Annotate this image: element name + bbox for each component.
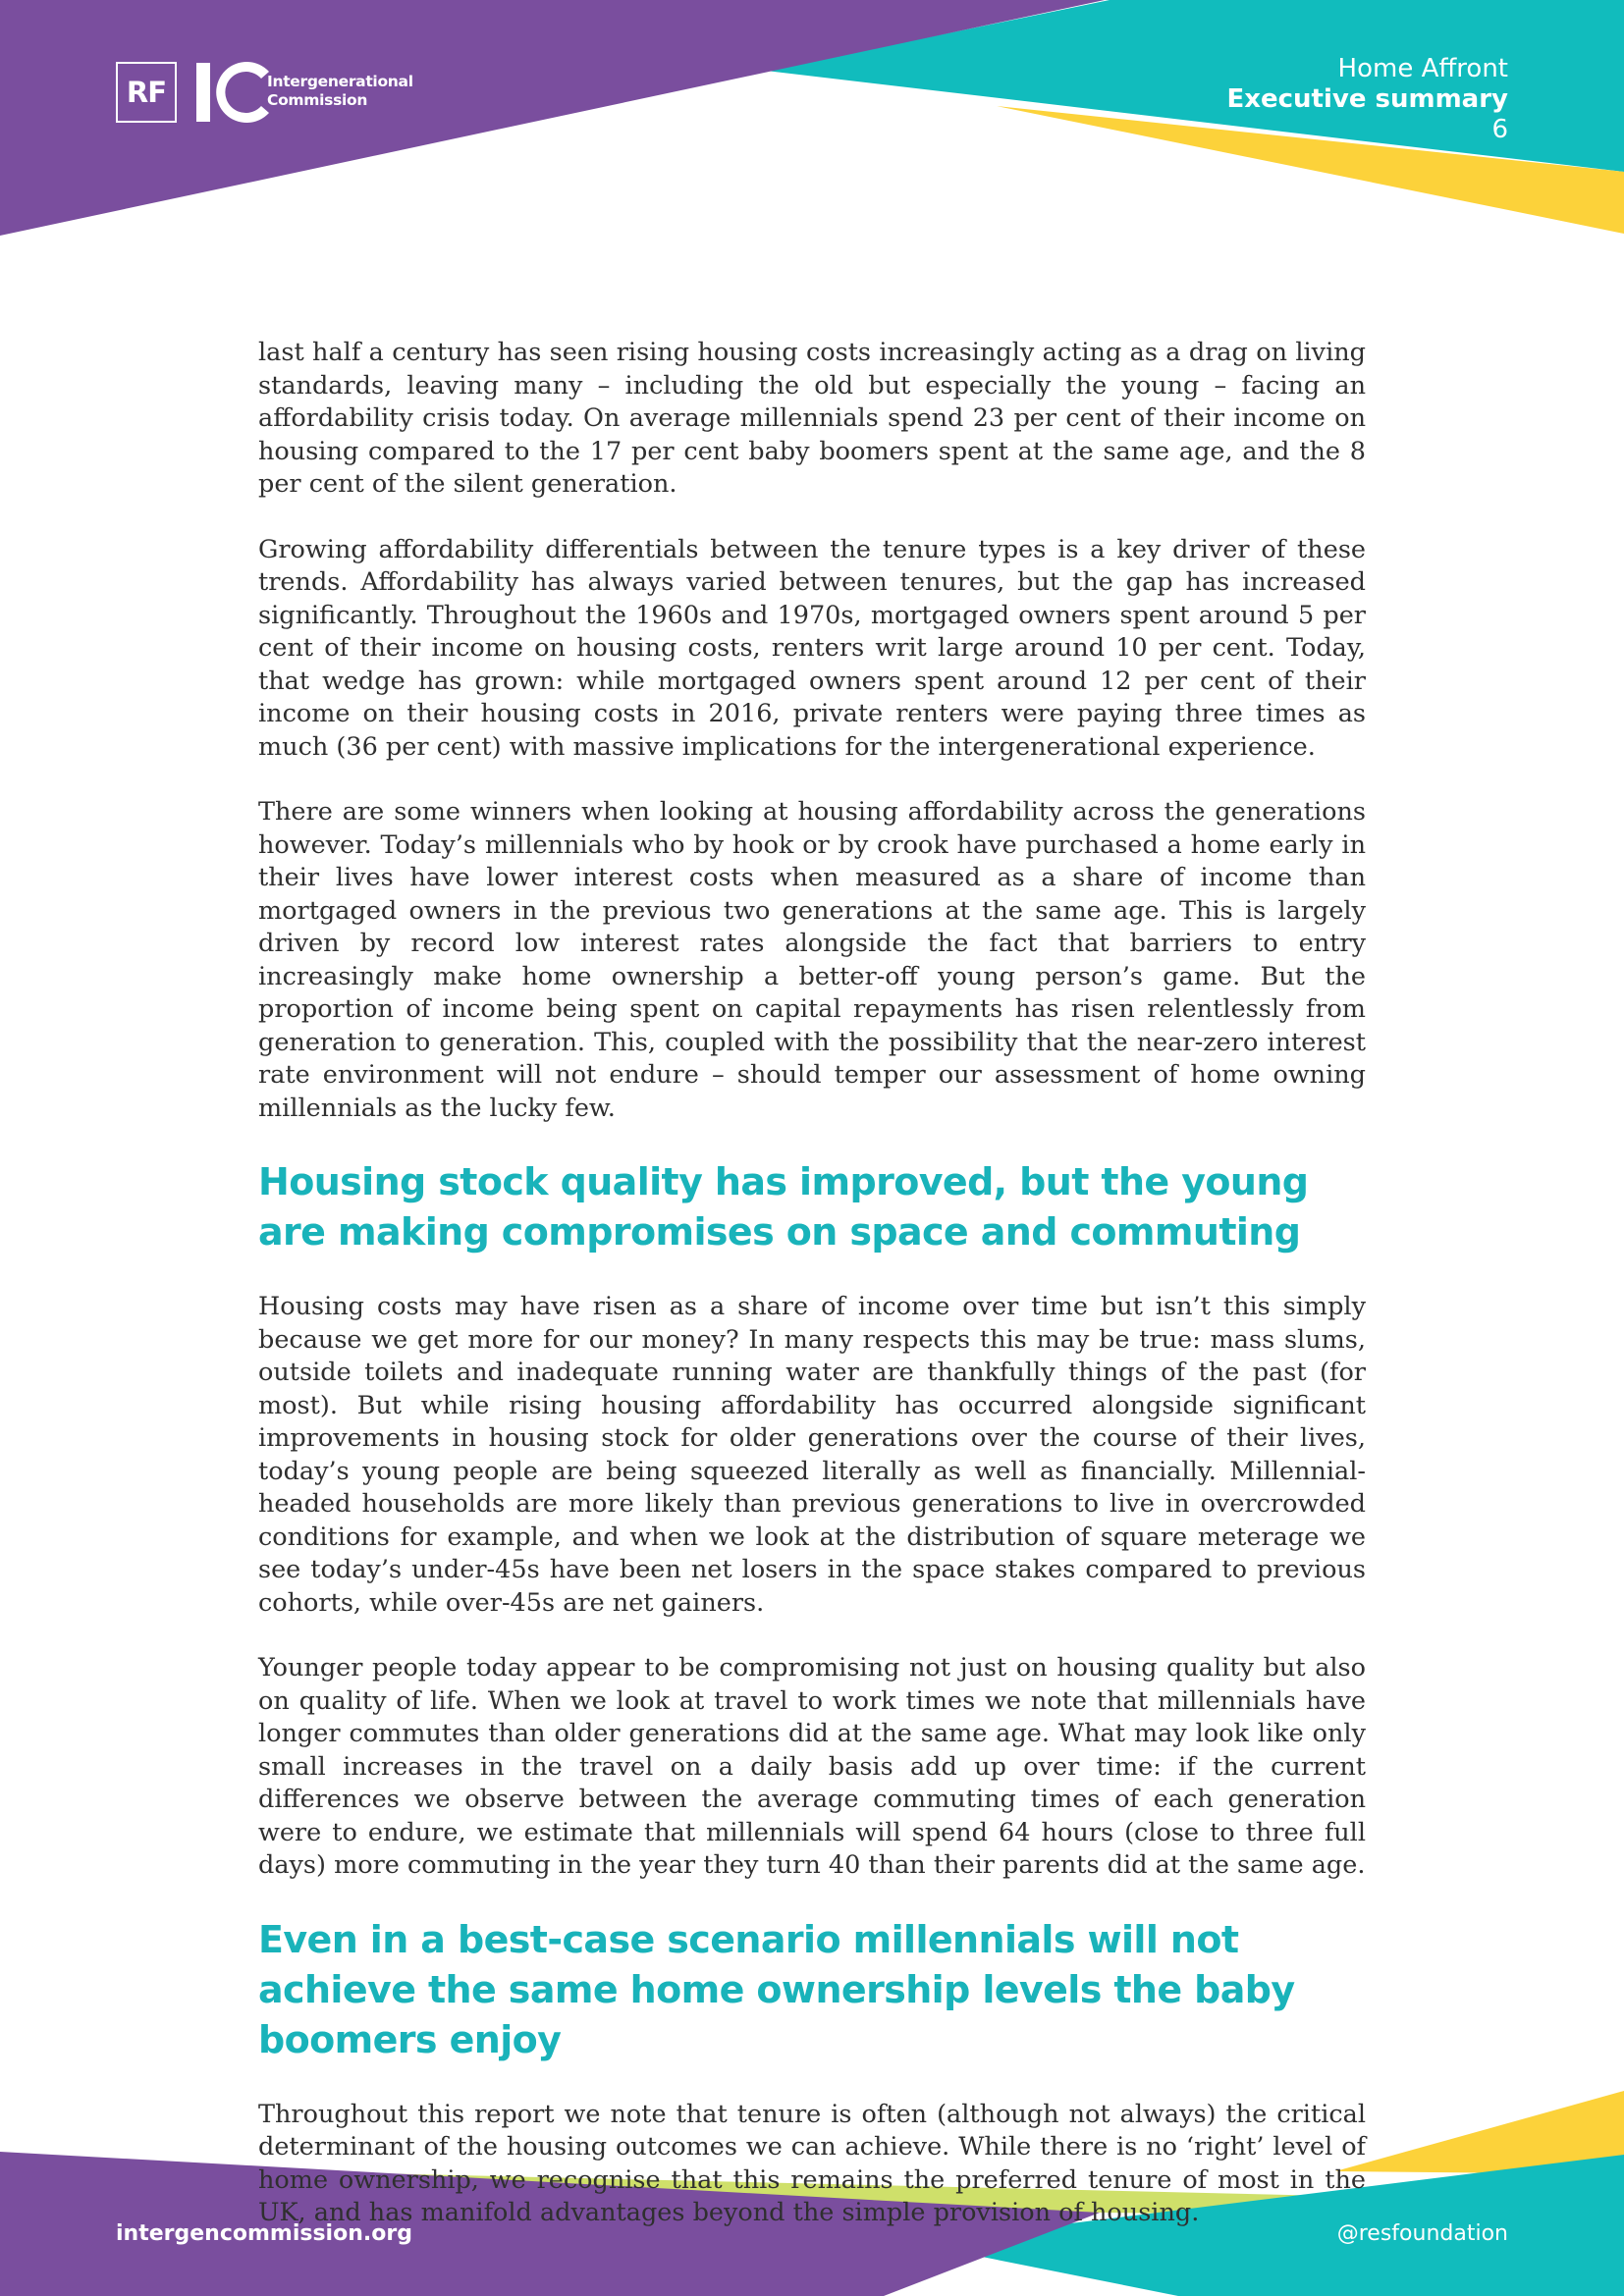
page-number: 6	[1491, 115, 1508, 144]
paragraph: There are some winners when looking at housing affordability across the generations however. Today’s millennials who by hook or by crook have purchased a home early in their lives have lower interest costs when measured as a share of income than mortgaged owners in the previous two generations at the same age. This is largely driven by record low interest rates alongside the fact that barriers to entry increasingly make home ownership a better-off young person’s game. But the proportion of income being spent on capital repayments has risen relentlessly from generation to generation. This, coupled with the possibility that the near-zero interest rate environment will not endure – should temper our assessment of home owning millennials as the lucky few.	[258, 797, 1366, 1123]
section-heading-housing-stock: Housing stock quality has improved, but the young are making compromises on space and commuting	[258, 1160, 1309, 1254]
ic-logo-icon	[192, 60, 275, 125]
section-title: Executive summary	[1226, 84, 1508, 114]
paragraph: Younger people today appear to be compromising not just on housing quality but also on quality of life. When we look at travel to work times we note that millennials have longer commutes than older generations did at the same age. What may look like only small increases in the travel on a daily basis add up over time: if the current differences we observe between the average commuting times of each generation were to endure, we estimate that millennials will spend 64 hours (close to three full days) more commuting in the year they turn 40 than their parents did at the same age.	[258, 1653, 1366, 1880]
commission-line-2: Commission	[267, 91, 368, 109]
body-content	[258, 337, 1366, 2263]
paragraph: Housing costs may have risen as a share of income over time but isn’t this simply because we get more for our money? In many respects this may be true: mass slums, outside toilets and inadequate running water are thankfully things of the past (for most). But while rising housing affordability has occurred alongside significant improvements in housing stock for older generations over the course of their lives, today’s young people are being squeezed literally as well as financially. Millennial-headed households are more likely than previous generations to live in overcrowded conditions for example, and when we look at the distribution of square meterage we see today’s under-45s have been net losers in the space stakes compared to previous cohorts, while over-45s are net gainers.	[258, 1292, 1366, 1618]
footer-twitter-handle[interactable]: @resfoundation	[1336, 2221, 1508, 2246]
paragraph: last half a century has seen rising housing costs increasingly acting as a drag on living standards, leaving many – including the old but especially the young – facing an affordability crisis today. On average millennials spend 23 per cent of their income on housing compared to the 17 per cent baby boomers spent at the same age, and the 8 per cent of the silent generation.	[258, 338, 1366, 499]
intergenerational-commission-logo	[192, 60, 418, 125]
footer-website-link[interactable]: intergencommission.org	[116, 2221, 412, 2246]
paragraph: Throughout this report we note that tenure is often (although not always) the critical determinant of the housing outcomes we can achieve. While there is no ‘right’ level of home ownership, we recognise that this remains the preferred tenure of most in the UK, and has manifold advantages beyond the simple provision of housing.	[258, 2099, 1366, 2227]
commission-line-1: Intergenerational	[267, 73, 413, 90]
document-title: Home Affront	[1337, 54, 1508, 83]
paragraph: Growing affordability differentials between the tenure types is a key driver of these trends. Affordability has always varied between tenures, but the gap has increased significantly. Throughout the 1960s and 1970s, mortgaged owners spent around 5 per cent of their income on housing costs, renters writ large around 10 per cent. Today, that wedge has grown: while mortgaged owners spent around 12 per cent of their income on their housing costs in 2016, private renters were paying three times as much (36 per cent) with massive implications for the intergenerational experience.	[258, 534, 1366, 762]
header-document-info	[1226, 54, 1508, 145]
section-heading-home-ownership: Even in a best-case scenario millennials will not achieve the same home ownership levels the baby boomers enjoy	[258, 1917, 1295, 2061]
rf-logo: RF	[116, 62, 177, 123]
